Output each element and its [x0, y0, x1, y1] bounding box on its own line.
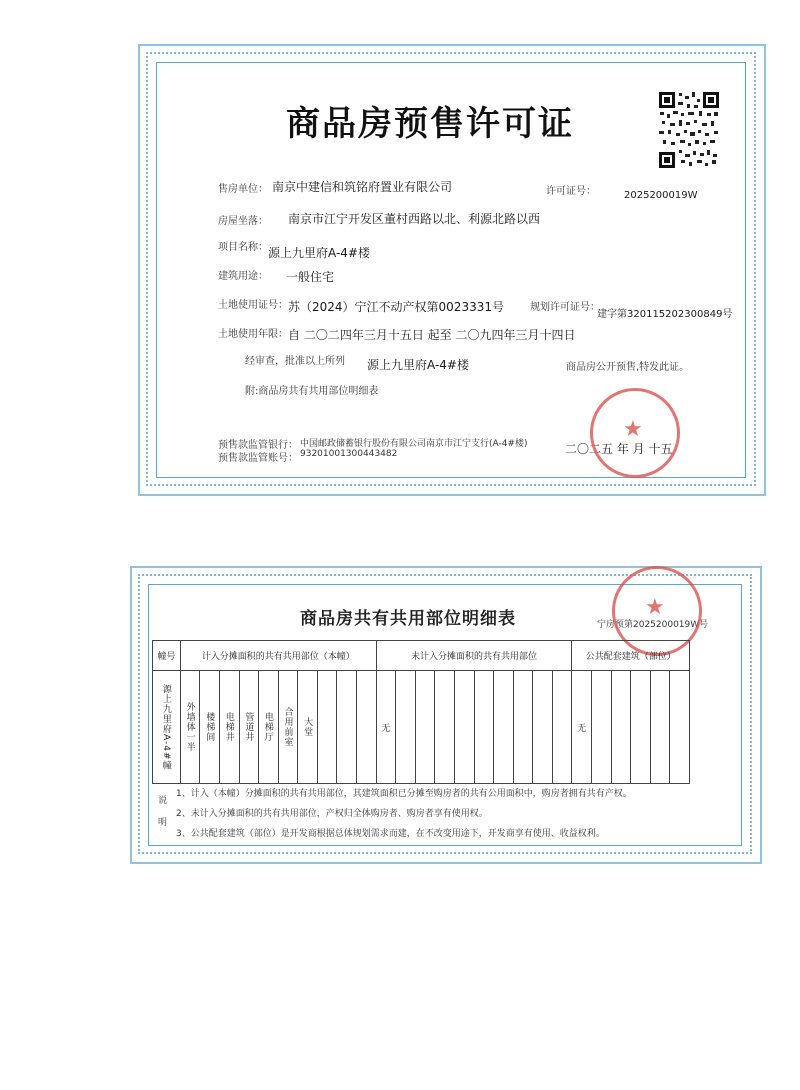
item-elevator-shaft: 电梯井 [223, 712, 234, 742]
shared-parts-table [152, 640, 690, 784]
certificate-title: 商品房预售许可证 [286, 104, 574, 144]
note-3: 3、公共配套建筑（部位）是开发商根据总体规划需求而建，在不改变用途下，开发商享有使用、收益权利。 [176, 829, 605, 839]
usage-label: 建筑用途： [218, 271, 268, 282]
seller-value: 南京中建信和筑铭府置业有限公司 [272, 180, 453, 194]
account-value: 93201001300443482 [300, 449, 398, 459]
project-label: 项目名称： [218, 242, 268, 253]
none-cell-2: 无 [572, 671, 592, 784]
item-cell [239, 671, 259, 784]
col-apportioned: 计入分摊面积的共有共用部位（本幢） [180, 641, 376, 671]
usage-value: 一般住宅 [286, 270, 335, 284]
bank-label: 预售款监管银行： [218, 440, 298, 451]
building-name-cell [153, 671, 181, 784]
item-cell [298, 671, 318, 784]
item-cell [200, 671, 220, 784]
seller-label: 售房单位： [218, 184, 268, 195]
item-lobby: 大堂 [302, 717, 313, 737]
approval-suffix: 商品房公开预售,特发此证。 [566, 362, 690, 373]
schedule-title: 商品房共有共用部位明细表 [300, 609, 516, 629]
permit-no-value: 2025200019W [624, 190, 698, 201]
none-cell-1: 无 [376, 671, 396, 784]
item-cell [180, 671, 200, 784]
account-label: 预售款监管账号： [218, 453, 298, 464]
schedule-seal-star-icon: ★ [645, 595, 665, 620]
item-outer-wall: 外墙体一半 [184, 702, 195, 752]
appendix-note: 附:商品房共有共用部位明细表 [245, 386, 379, 397]
bank-value: 中国邮政储蓄银行股份有限公司南京市江宁支行(A-4#楼) [300, 439, 528, 449]
item-elevator-hall: 电梯厅 [262, 712, 273, 742]
col-public: 公共配套建筑（部位） [572, 641, 690, 671]
note-1: 1、计入（本幢）分摊面积的共有共用部位，其建筑面积已分摊至购房者的共有公用面积中，购房者拥有共有产权。 [176, 789, 632, 799]
note-2: 2、未计入分摊面积的共有共用部位，产权归全体购房者、购房者享有使用权。 [176, 809, 488, 819]
item-front-room: 合用前室 [282, 707, 293, 747]
item-cell [219, 671, 239, 784]
building-name: 源上九里府A-4#幢 [160, 683, 171, 771]
item-cell [259, 671, 279, 784]
item-pipe-shaft: 管道井 [243, 712, 254, 742]
location-value: 南京市江宁开发区董村西路以北、利源北路以西 [288, 212, 541, 226]
official-seal [590, 388, 680, 478]
col-building: 幢号 [153, 641, 181, 671]
approval-project: 源上九里府A-4#楼 [367, 358, 469, 372]
permit-no-label: 许可证号： [546, 186, 596, 197]
notes-label: 说明 [158, 796, 168, 828]
approval-prefix: 经审查，批准以上所列 [245, 356, 345, 367]
qr-code [657, 90, 721, 170]
project-value: 源上九里府A-4#楼 [268, 246, 370, 260]
location-label: 房屋坐落： [218, 216, 268, 227]
land-years-value: 自 二〇二四年三月十五日 起至 二〇九四年三月十四日 [288, 328, 576, 342]
item-stairwell: 楼梯间 [204, 712, 215, 742]
item-cell [278, 671, 298, 784]
seal-star-icon: ★ [623, 417, 643, 442]
planning-value: 建字第320115202300849号 [597, 309, 733, 320]
schedule-ref: 宁房预第2025200019W号 [597, 620, 709, 630]
land-cert-label: 土地使用证号： [218, 300, 288, 311]
planning-label: 规划许可证号： [530, 302, 600, 313]
issue-date: 二〇二五 年 月 十五 [565, 442, 673, 456]
land-years-label: 土地使用年限： [218, 329, 288, 340]
land-cert-value: 苏（2024）宁江不动产权第0023331号 [288, 300, 504, 314]
col-not-apportioned: 未计入分摊面积的共有共用部位 [376, 641, 572, 671]
